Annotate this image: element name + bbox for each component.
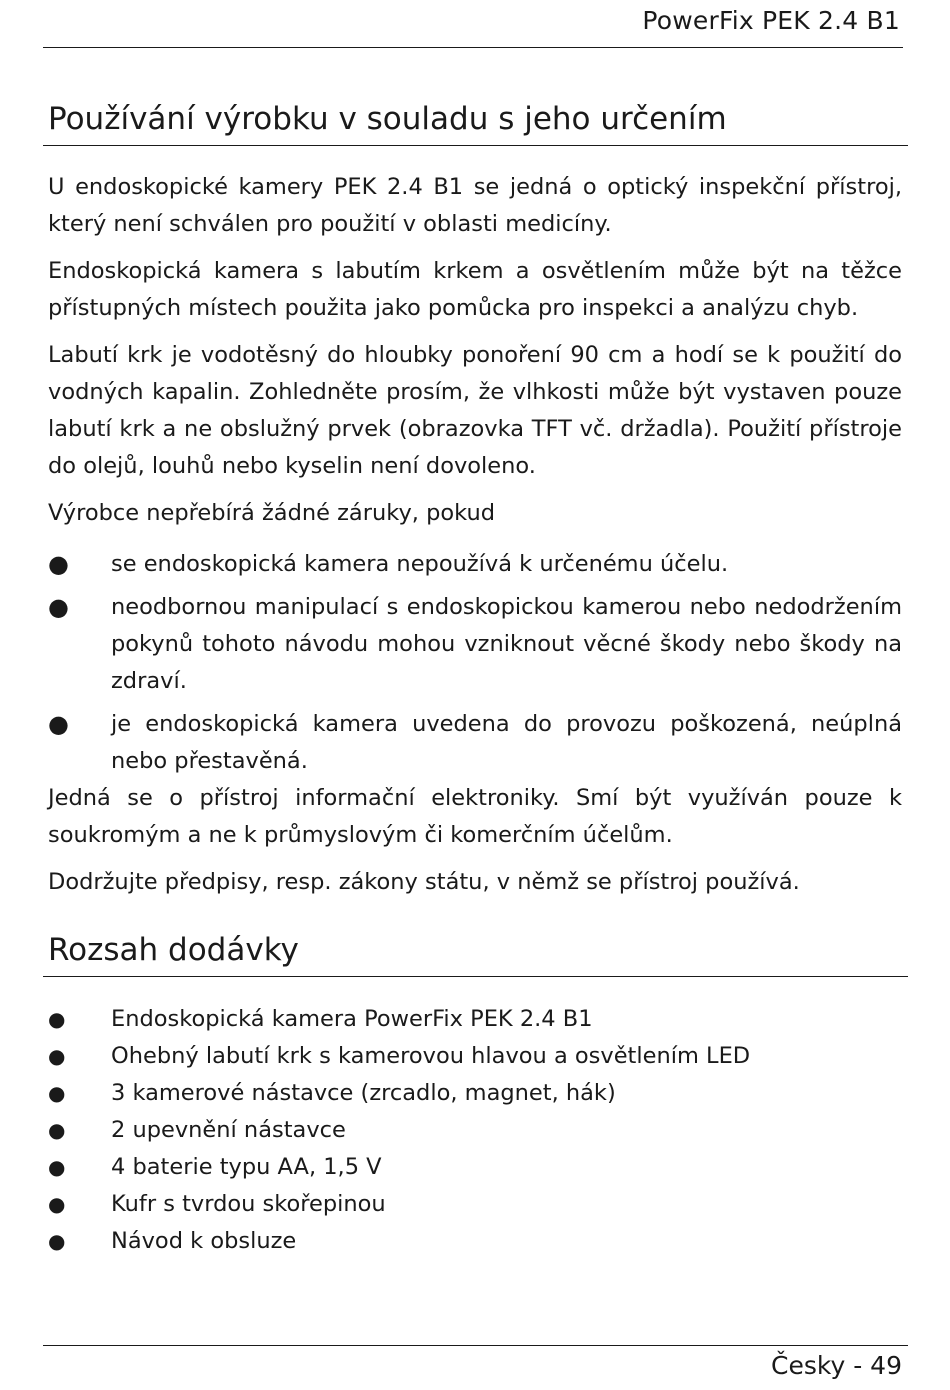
list-item-text: neodbornou manipulací s endoskopickou kamerou nebo nedodržením pokynů tohoto návodu mohou vzniknout věcné škody nebo škody na zdraví. [111, 594, 902, 694]
section-title-package-contents: Rozsah dodávky [48, 932, 299, 968]
list-item [48, 589, 902, 700]
bullet-icon: ● [48, 1229, 66, 1253]
list-item [48, 546, 902, 583]
bullet-icon: ● [48, 1118, 66, 1142]
list-item [48, 1186, 902, 1223]
list-item-text: Kufr s tvrdou skořepinou [111, 1191, 386, 1217]
list-item-text: se endoskopická kamera nepoužívá k určenému účelu. [111, 551, 729, 577]
list-item [48, 1149, 902, 1186]
list-item [48, 706, 902, 780]
list-item [48, 1112, 902, 1149]
list-item [48, 1001, 902, 1038]
list-item-text: je endoskopická kamera uvedena do provozu poškozená, neúplná nebo přestavěná. [111, 711, 902, 774]
bullet-icon: ● [48, 1007, 66, 1031]
paragraph: Labutí krk je vodotěsný do hloubky ponoření 90 cm a hodí se k použití do vodných kapalin. Zohledněte prosím, že vlhkosti může být vystaven pouze labutí krk a ne obslužný prvek (obrazovka TFT vč. držadla). Použití přístroje do olejů, louhů nebo kyselin není dovoleno. [48, 342, 902, 479]
list-item [48, 1038, 902, 1075]
list-item-text: Ohebný labutí krk s kamerovou hlavou a osvětlením LED [111, 1043, 751, 1069]
bullet-icon: ● [48, 1081, 66, 1105]
page-number: Česky - 49 [771, 1351, 902, 1380]
list-item [48, 1223, 902, 1260]
list-item-text: Návod k obsluze [111, 1228, 297, 1254]
paragraph: Výrobce nepřebírá žádné záruky, pokud [48, 500, 496, 526]
paragraph: Jedná se o přístroj informační elektroniky. Smí být využíván pouze k soukromým a ne k průmyslovým či komerčním účelům. [48, 785, 902, 848]
footer-divider [43, 1345, 908, 1346]
warranty-exclusion-list [48, 546, 902, 780]
package-contents-body [48, 1001, 902, 1260]
list-item-text: 3 kamerové nástavce (zrcadlo, magnet, hák) [111, 1080, 616, 1106]
header-divider [43, 47, 903, 48]
paragraph: Endoskopická kamera s labutím krkem a osvětlením může být na těžce přístupných místech použita jako pomůcka pro inspekci a analýzu chyb. [48, 258, 902, 321]
bullet-icon: ● [48, 710, 69, 738]
list-item-text: Endoskopická kamera PowerFix PEK 2.4 B1 [111, 1006, 593, 1032]
bullet-icon: ● [48, 1044, 66, 1068]
bullet-icon: ● [48, 1192, 66, 1216]
list-item-text: 2 upevnění nástavce [111, 1117, 346, 1143]
running-header: PowerFix PEK 2.4 B1 [642, 6, 900, 35]
intended-use-body [48, 169, 902, 911]
paragraph: Dodržujte předpisy, resp. zákony státu, v němž se přístroj používá. [48, 869, 800, 895]
paragraph: U endoskopické kamery PEK 2.4 B1 se jedná o optický inspekční přístroj, který není schválen pro použití v oblasti medicíny. [48, 174, 902, 237]
bullet-icon: ● [48, 550, 69, 578]
section-title-intended-use: Používání výrobku v souladu s jeho určením [48, 101, 727, 137]
list-item-text: 4 baterie typu AA, 1,5 V [111, 1154, 382, 1180]
bullet-icon: ● [48, 593, 69, 621]
section-divider-package-contents [43, 976, 908, 977]
package-contents-list [48, 1001, 902, 1260]
bullet-icon: ● [48, 1155, 66, 1179]
list-item [48, 1075, 902, 1112]
section-divider-intended-use [43, 145, 908, 146]
